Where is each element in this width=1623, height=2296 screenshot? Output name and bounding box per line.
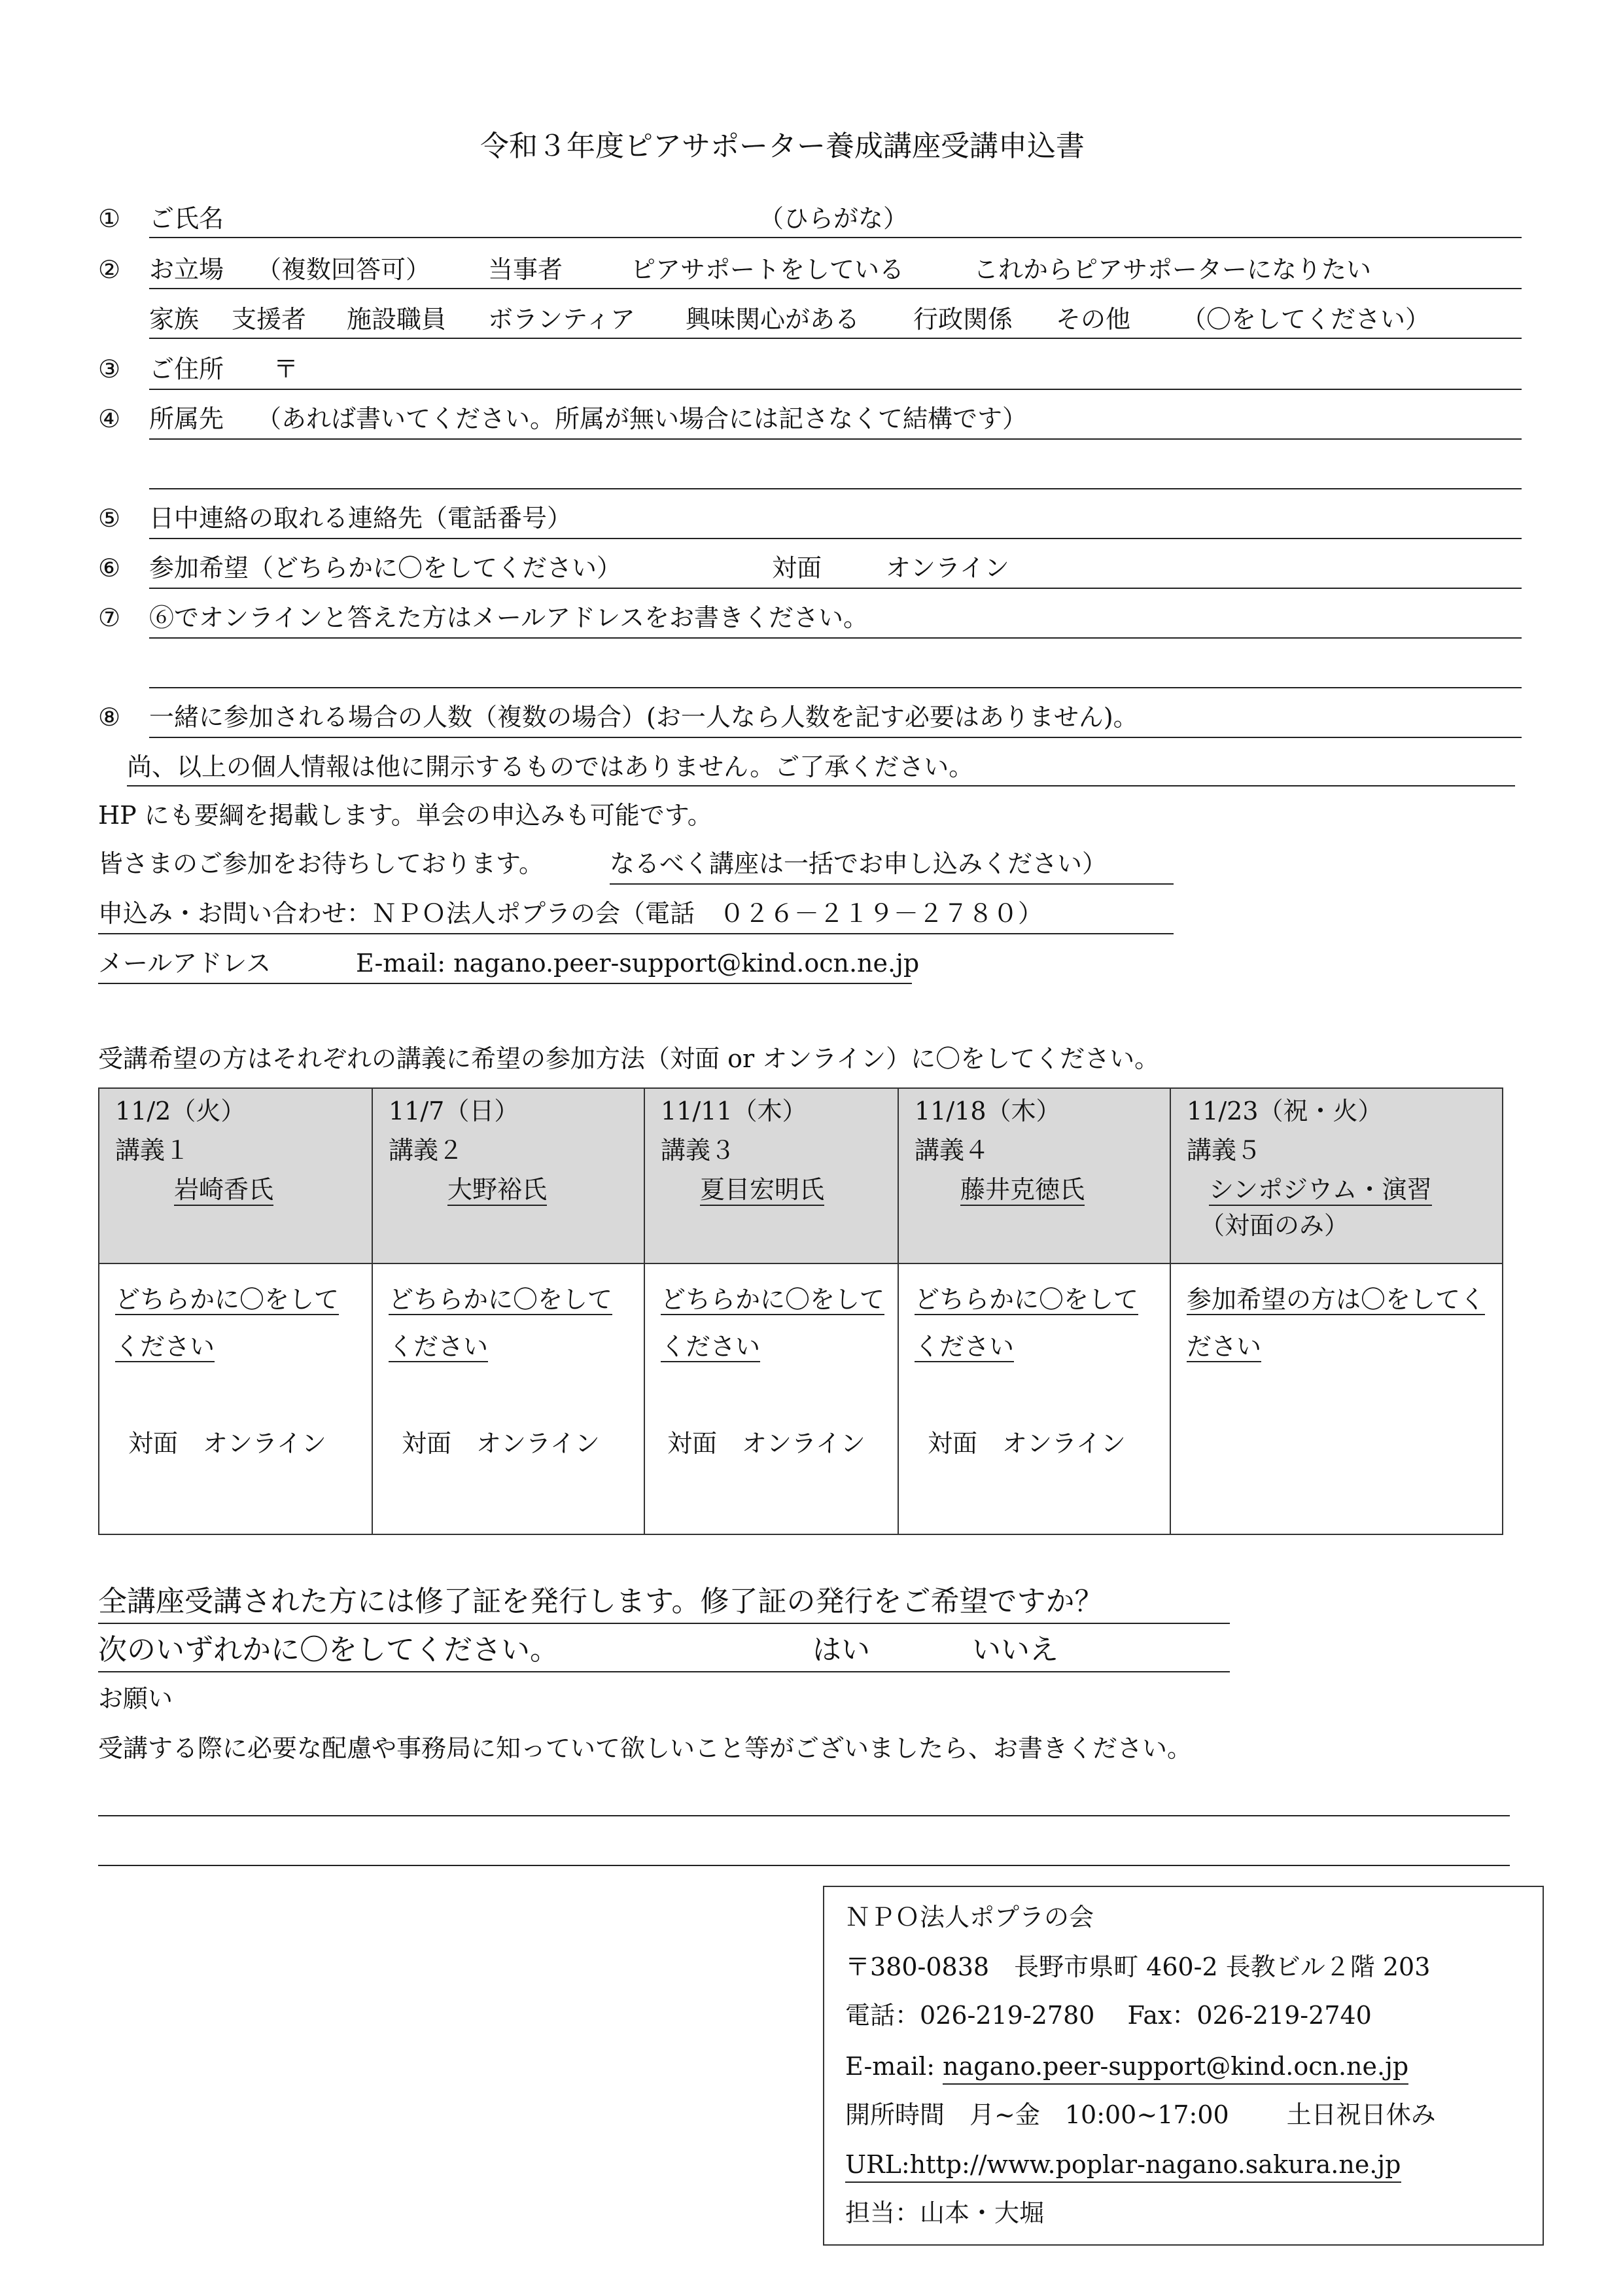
q4-label: 所属先 bbox=[149, 404, 224, 433]
lecture-3-date: 11/11（木） bbox=[661, 1097, 807, 1125]
lecture-4-instruction: どちらかに〇をしてください bbox=[915, 1285, 1139, 1361]
lecture-1-instruction: どちらかに〇をしてください bbox=[115, 1285, 340, 1361]
lecture-schedule-table bbox=[98, 1087, 1503, 1535]
mail-underline bbox=[98, 983, 912, 984]
q5-label: 日中連絡の取れる連絡先（電話番号） bbox=[149, 504, 572, 533]
lecture-2-lecturer: 大野裕氏 bbox=[447, 1174, 547, 1206]
lecture-1-options[interactable]: 対面 オンライン bbox=[128, 1429, 326, 1458]
lecture-5-date: 11/23（祝・火） bbox=[1187, 1097, 1383, 1125]
q2-option-peer-supporting[interactable]: ピアサポートをしている bbox=[631, 255, 905, 284]
q2-number: ② bbox=[98, 255, 121, 284]
contact-address: 〒380-0838 長野市県町 460-2 長教ビル２階 203 bbox=[845, 1952, 1431, 1981]
wait-note-b: なるべく講座は一括でお申し込みください） bbox=[610, 849, 1108, 878]
q2-bottom-rule bbox=[149, 338, 1522, 339]
mail-label: メールアドレス bbox=[98, 949, 271, 978]
phone-field[interactable] bbox=[149, 538, 1522, 539]
privacy-note: 尚、以上の個人情報は他に開示するものではありません。ご了承ください。 bbox=[127, 752, 974, 781]
group-size-field[interactable] bbox=[149, 737, 1522, 738]
certificate-no-option[interactable]: いいえ bbox=[972, 1633, 1058, 1667]
inquiry-underline bbox=[98, 933, 1174, 934]
q6-option-in-person[interactable]: 対面 bbox=[772, 554, 822, 582]
postal-mark-icon: 〒 bbox=[273, 355, 299, 383]
lecture-2-header bbox=[372, 1088, 644, 1263]
certificate-yes-option[interactable]: はい bbox=[812, 1633, 870, 1667]
lecture-3-options[interactable]: 対面 オンライン bbox=[667, 1429, 865, 1458]
q2-option-other[interactable]: その他 bbox=[1056, 305, 1131, 334]
q1-label: ご氏名 bbox=[149, 204, 224, 233]
q6-label: 参加希望（どちらかに〇をしてください） bbox=[149, 554, 622, 582]
q3-number: ③ bbox=[98, 355, 121, 383]
lecture-1-date: 11/2（火） bbox=[115, 1097, 246, 1125]
lecture-2-choice[interactable] bbox=[372, 1263, 644, 1534]
q2-label: お立場 bbox=[149, 255, 224, 284]
email-field-line-1[interactable] bbox=[149, 637, 1522, 639]
q2-option-family[interactable]: 家族 bbox=[149, 305, 200, 334]
certificate-instruction-underline bbox=[98, 1671, 1230, 1672]
lecture-5-title: 講義５ bbox=[1187, 1136, 1262, 1165]
lecture-5-instruction: 参加希望の方は〇をしてください bbox=[1187, 1285, 1486, 1361]
request-field-line-1[interactable] bbox=[98, 1815, 1510, 1816]
certificate-instruction: 次のいずれかに〇をしてください。 bbox=[98, 1633, 559, 1667]
q2-option-want-to-be[interactable]: これからピアサポーターになりたい bbox=[973, 255, 1372, 284]
request-field-line-2[interactable] bbox=[98, 1865, 1510, 1866]
lecture-2-date: 11/7（日） bbox=[389, 1097, 519, 1125]
address-field[interactable] bbox=[149, 389, 1522, 390]
lecture-3-instruction: どちらかに〇をしてください bbox=[661, 1285, 885, 1361]
lecture-2-instruction: どちらかに〇をしてください bbox=[389, 1285, 613, 1361]
q2-option-volunteer[interactable]: ボランティア bbox=[488, 305, 635, 334]
lecture-3-title: 講義３ bbox=[661, 1136, 736, 1165]
email-field-line-2[interactable] bbox=[149, 687, 1522, 688]
affiliation-field-line-2[interactable] bbox=[149, 488, 1522, 489]
lecture-1-title: 講義１ bbox=[115, 1136, 190, 1165]
lecture-5-choice[interactable] bbox=[1170, 1263, 1503, 1534]
lecture-4-header bbox=[898, 1088, 1170, 1263]
q6-option-online[interactable]: オンライン bbox=[886, 554, 1009, 582]
certificate-question-underline bbox=[98, 1623, 1230, 1624]
q2-instruction: （〇をしてください） bbox=[1181, 305, 1431, 334]
lecture-1-header bbox=[99, 1088, 372, 1263]
lecture-4-lecturer: 藤井克徳氏 bbox=[960, 1174, 1085, 1206]
contact-hours: 開所時間 月~金 10:00~17:00 土日祝日休み bbox=[845, 2100, 1436, 2129]
q4-number: ④ bbox=[98, 404, 121, 433]
request-heading: お願い bbox=[98, 1684, 173, 1713]
lecture-5-header bbox=[1170, 1088, 1503, 1263]
contact-email-link[interactable]: nagano.peer-support@kind.ocn.ne.jp bbox=[943, 2052, 1408, 2085]
q2-option-interested[interactable]: 興味関心がある bbox=[686, 305, 860, 334]
q2-option-government[interactable]: 行政関係 bbox=[913, 305, 1013, 334]
q1-furigana-label: （ひらがな） bbox=[759, 204, 909, 233]
contact-org: ＮＰＯ法人ポプラの会 bbox=[845, 1903, 1094, 1932]
contact-url-link[interactable]: URL:http://www.poplar-nagano.sakura.ne.jp bbox=[845, 2150, 1401, 2183]
q2-option-supporter[interactable]: 支援者 bbox=[232, 305, 307, 334]
wait-note-underline bbox=[610, 883, 1174, 885]
lecture-3-choice[interactable] bbox=[644, 1263, 898, 1534]
contact-email-row bbox=[845, 2052, 1408, 2081]
lecture-5-lecturer: シンポジウム・演習 bbox=[1209, 1174, 1432, 1206]
lecture-3-lecturer: 夏目宏明氏 bbox=[700, 1174, 824, 1206]
lecture-4-choice[interactable] bbox=[898, 1263, 1170, 1534]
wait-note-a: 皆さまのご参加をお待ちしております。 bbox=[98, 849, 544, 878]
inquiry-note: 申込み・お問い合わせ：ＮＰＯ法人ポプラの会（電話 ０２６－２１９－２７８０） bbox=[98, 899, 1043, 928]
contact-staff: 担当：山本・大堀 bbox=[845, 2199, 1045, 2227]
q4-note: （あれば書いてください。所属が無い場合には記さなくて結構です） bbox=[256, 404, 1028, 433]
q8-number: ⑧ bbox=[98, 703, 121, 732]
q2-divider bbox=[149, 288, 1522, 289]
mail-address[interactable]: E-mail: nagano.peer-support@kind.ocn.ne.jp bbox=[356, 949, 920, 978]
q7-label: ⑥でオンラインと答えた方はメールアドレスをお書きください。 bbox=[149, 603, 868, 632]
affiliation-field-line-1[interactable] bbox=[149, 438, 1522, 440]
hp-note: HP にも要綱を掲載します。単会の申込みも可能です。 bbox=[98, 801, 712, 830]
schedule-header-row bbox=[99, 1088, 1503, 1263]
schedule-choice-row bbox=[99, 1263, 1503, 1534]
privacy-rule bbox=[127, 785, 1515, 786]
q5-number: ⑤ bbox=[98, 504, 121, 533]
request-text: 受講する際に必要な配慮や事務局に知っていて欲しいこと等がございましたら、お書きください。 bbox=[98, 1734, 1193, 1763]
q3-label: ご住所 bbox=[149, 355, 224, 383]
lecture-4-title: 講義４ bbox=[915, 1136, 990, 1165]
contact-info-box bbox=[823, 1886, 1544, 2246]
q2-option-self[interactable]: 当事者 bbox=[488, 255, 563, 284]
certificate-question: 全講座受講された方には修了証を発行します。修了証の発行をご希望ですか？ bbox=[98, 1585, 1104, 1618]
contact-phone-fax: 電話：026-219-2780 Fax：026-219-2740 bbox=[845, 2001, 1372, 2030]
q2-option-facility-staff[interactable]: 施設職員 bbox=[347, 305, 447, 334]
q6-bottom-rule bbox=[149, 588, 1522, 589]
q1-number: ① bbox=[98, 204, 121, 233]
schedule-intro: 受講希望の方はそれぞれの講義に希望の参加方法（対面 or オンライン）に〇をしてください。 bbox=[98, 1044, 1160, 1073]
lecture-5-sub: （対面のみ） bbox=[1200, 1211, 1350, 1240]
q7-number: ⑦ bbox=[98, 603, 121, 632]
contact-email-label: E-mail: bbox=[845, 2052, 943, 2081]
q6-number: ⑥ bbox=[98, 554, 121, 582]
lecture-1-choice[interactable] bbox=[99, 1263, 372, 1534]
lecture-4-date: 11/18（木） bbox=[915, 1097, 1061, 1125]
lecture-2-title: 講義２ bbox=[389, 1136, 464, 1165]
q8-label: 一緒に参加される場合の人数（複数の場合）(お一人なら人数を記す必要はありません)。 bbox=[149, 703, 1138, 732]
lecture-4-options[interactable]: 対面 オンライン bbox=[928, 1429, 1126, 1458]
page-title: 令和３年度ピアサポーター養成講座受講申込書 bbox=[480, 130, 1085, 163]
q2-note: （複数回答可） bbox=[256, 255, 431, 284]
name-field[interactable] bbox=[149, 237, 1522, 238]
lecture-2-options[interactable]: 対面 オンライン bbox=[402, 1429, 600, 1458]
lecture-1-lecturer: 岩崎香氏 bbox=[174, 1174, 273, 1206]
lecture-3-header bbox=[644, 1088, 898, 1263]
